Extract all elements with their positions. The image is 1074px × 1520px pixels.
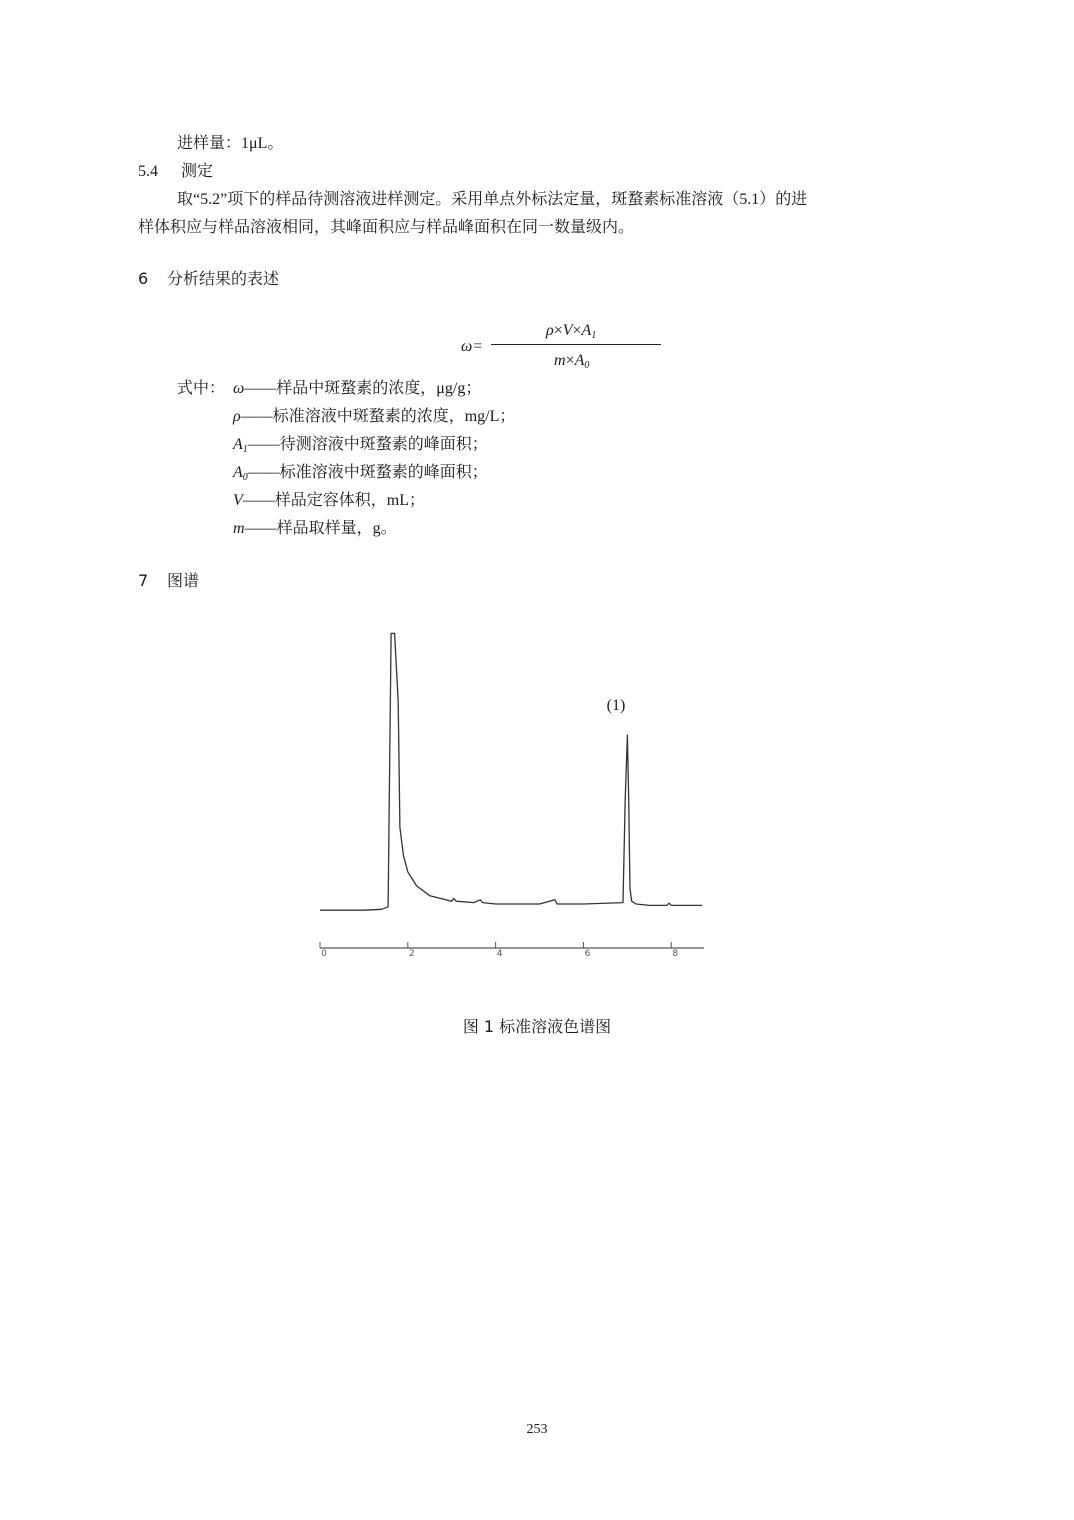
section-6-number: 6 (138, 269, 149, 288)
definition-a0 (233, 463, 488, 488)
definition-v (233, 491, 425, 511)
definition-text: ——样品中斑蝥素的浓度，μg/g； (244, 380, 482, 397)
x-tick-label: 0 (321, 949, 327, 959)
symbol: ω (233, 380, 245, 397)
section-5-4-title: 测定 (181, 163, 214, 180)
definition-m (233, 519, 397, 539)
definition-text: ——标准溶液中斑蝥素的浓度，mg/L； (240, 408, 516, 425)
symbol: V (233, 492, 243, 509)
definition-text: ——样品定容体积，mL； (242, 492, 426, 509)
page-number: 253 (526, 1422, 548, 1437)
definition-omega (233, 379, 481, 399)
chromatogram-svg (310, 620, 710, 960)
figure-caption: 图 1 标准溶液色谱图 (462, 1017, 612, 1036)
symbol: A (233, 436, 243, 453)
formula-a-subscript: 1 (591, 330, 597, 341)
section-5-4-paragraph-line-1: 取“5.2”项下的样品待测溶液进样测定。采用单点外标法定量，斑蝥素标准溶液（5.1）的进 (177, 191, 808, 208)
fraction-bar (491, 344, 661, 345)
definition-a1 (233, 435, 488, 460)
formula-a-subscript: 0 (584, 360, 590, 371)
peak-annotation-label: (1) (606, 697, 626, 714)
formula-numerator (546, 321, 596, 346)
section-7-number: 7 (138, 571, 149, 590)
definition-rho (233, 407, 515, 427)
formula-rho: ρ (546, 322, 554, 339)
x-tick-label: 4 (496, 949, 503, 959)
symbol: m (233, 520, 245, 537)
formula-a: A (574, 352, 585, 369)
where-prefix: 式中： (177, 380, 226, 397)
chromatogram-trace (320, 633, 702, 910)
section-5-4-paragraph-line-2: 样体积应与样品溶液相同，其峰面积应与样品峰面积在同一数量级内。 (138, 219, 635, 236)
formula-m: m (554, 352, 566, 369)
section-6-title: 分析结果的表述 (167, 269, 280, 288)
formula-times: × (565, 352, 575, 369)
definition-text: ——待测溶液中斑蝥素的峰面积； (247, 436, 488, 453)
symbol-subscript: 0 (242, 472, 248, 483)
formula-v: V (562, 322, 573, 339)
formula-a: A (581, 322, 592, 339)
chromatogram-chart (310, 620, 710, 960)
section-7-title: 图谱 (167, 571, 200, 590)
section-5-4-number: 5.4 (138, 163, 158, 180)
x-tick-label: 6 (584, 949, 591, 959)
injection-volume-text: 进样量：1μL。 (177, 135, 284, 152)
definition-text: ——标准溶液中斑蝥素的峰面积； (247, 464, 488, 481)
symbol: A (233, 464, 243, 481)
x-tick-label: 8 (672, 949, 679, 959)
symbol: ρ (233, 408, 241, 425)
x-tick-label: 2 (408, 949, 415, 959)
formula-times: × (572, 322, 582, 339)
formula-lhs: ω= (461, 338, 484, 355)
formula-times: × (553, 322, 563, 339)
symbol-subscript: 1 (242, 444, 248, 455)
definition-text: ——样品取样量，g。 (244, 520, 397, 537)
formula-denominator (554, 351, 589, 376)
